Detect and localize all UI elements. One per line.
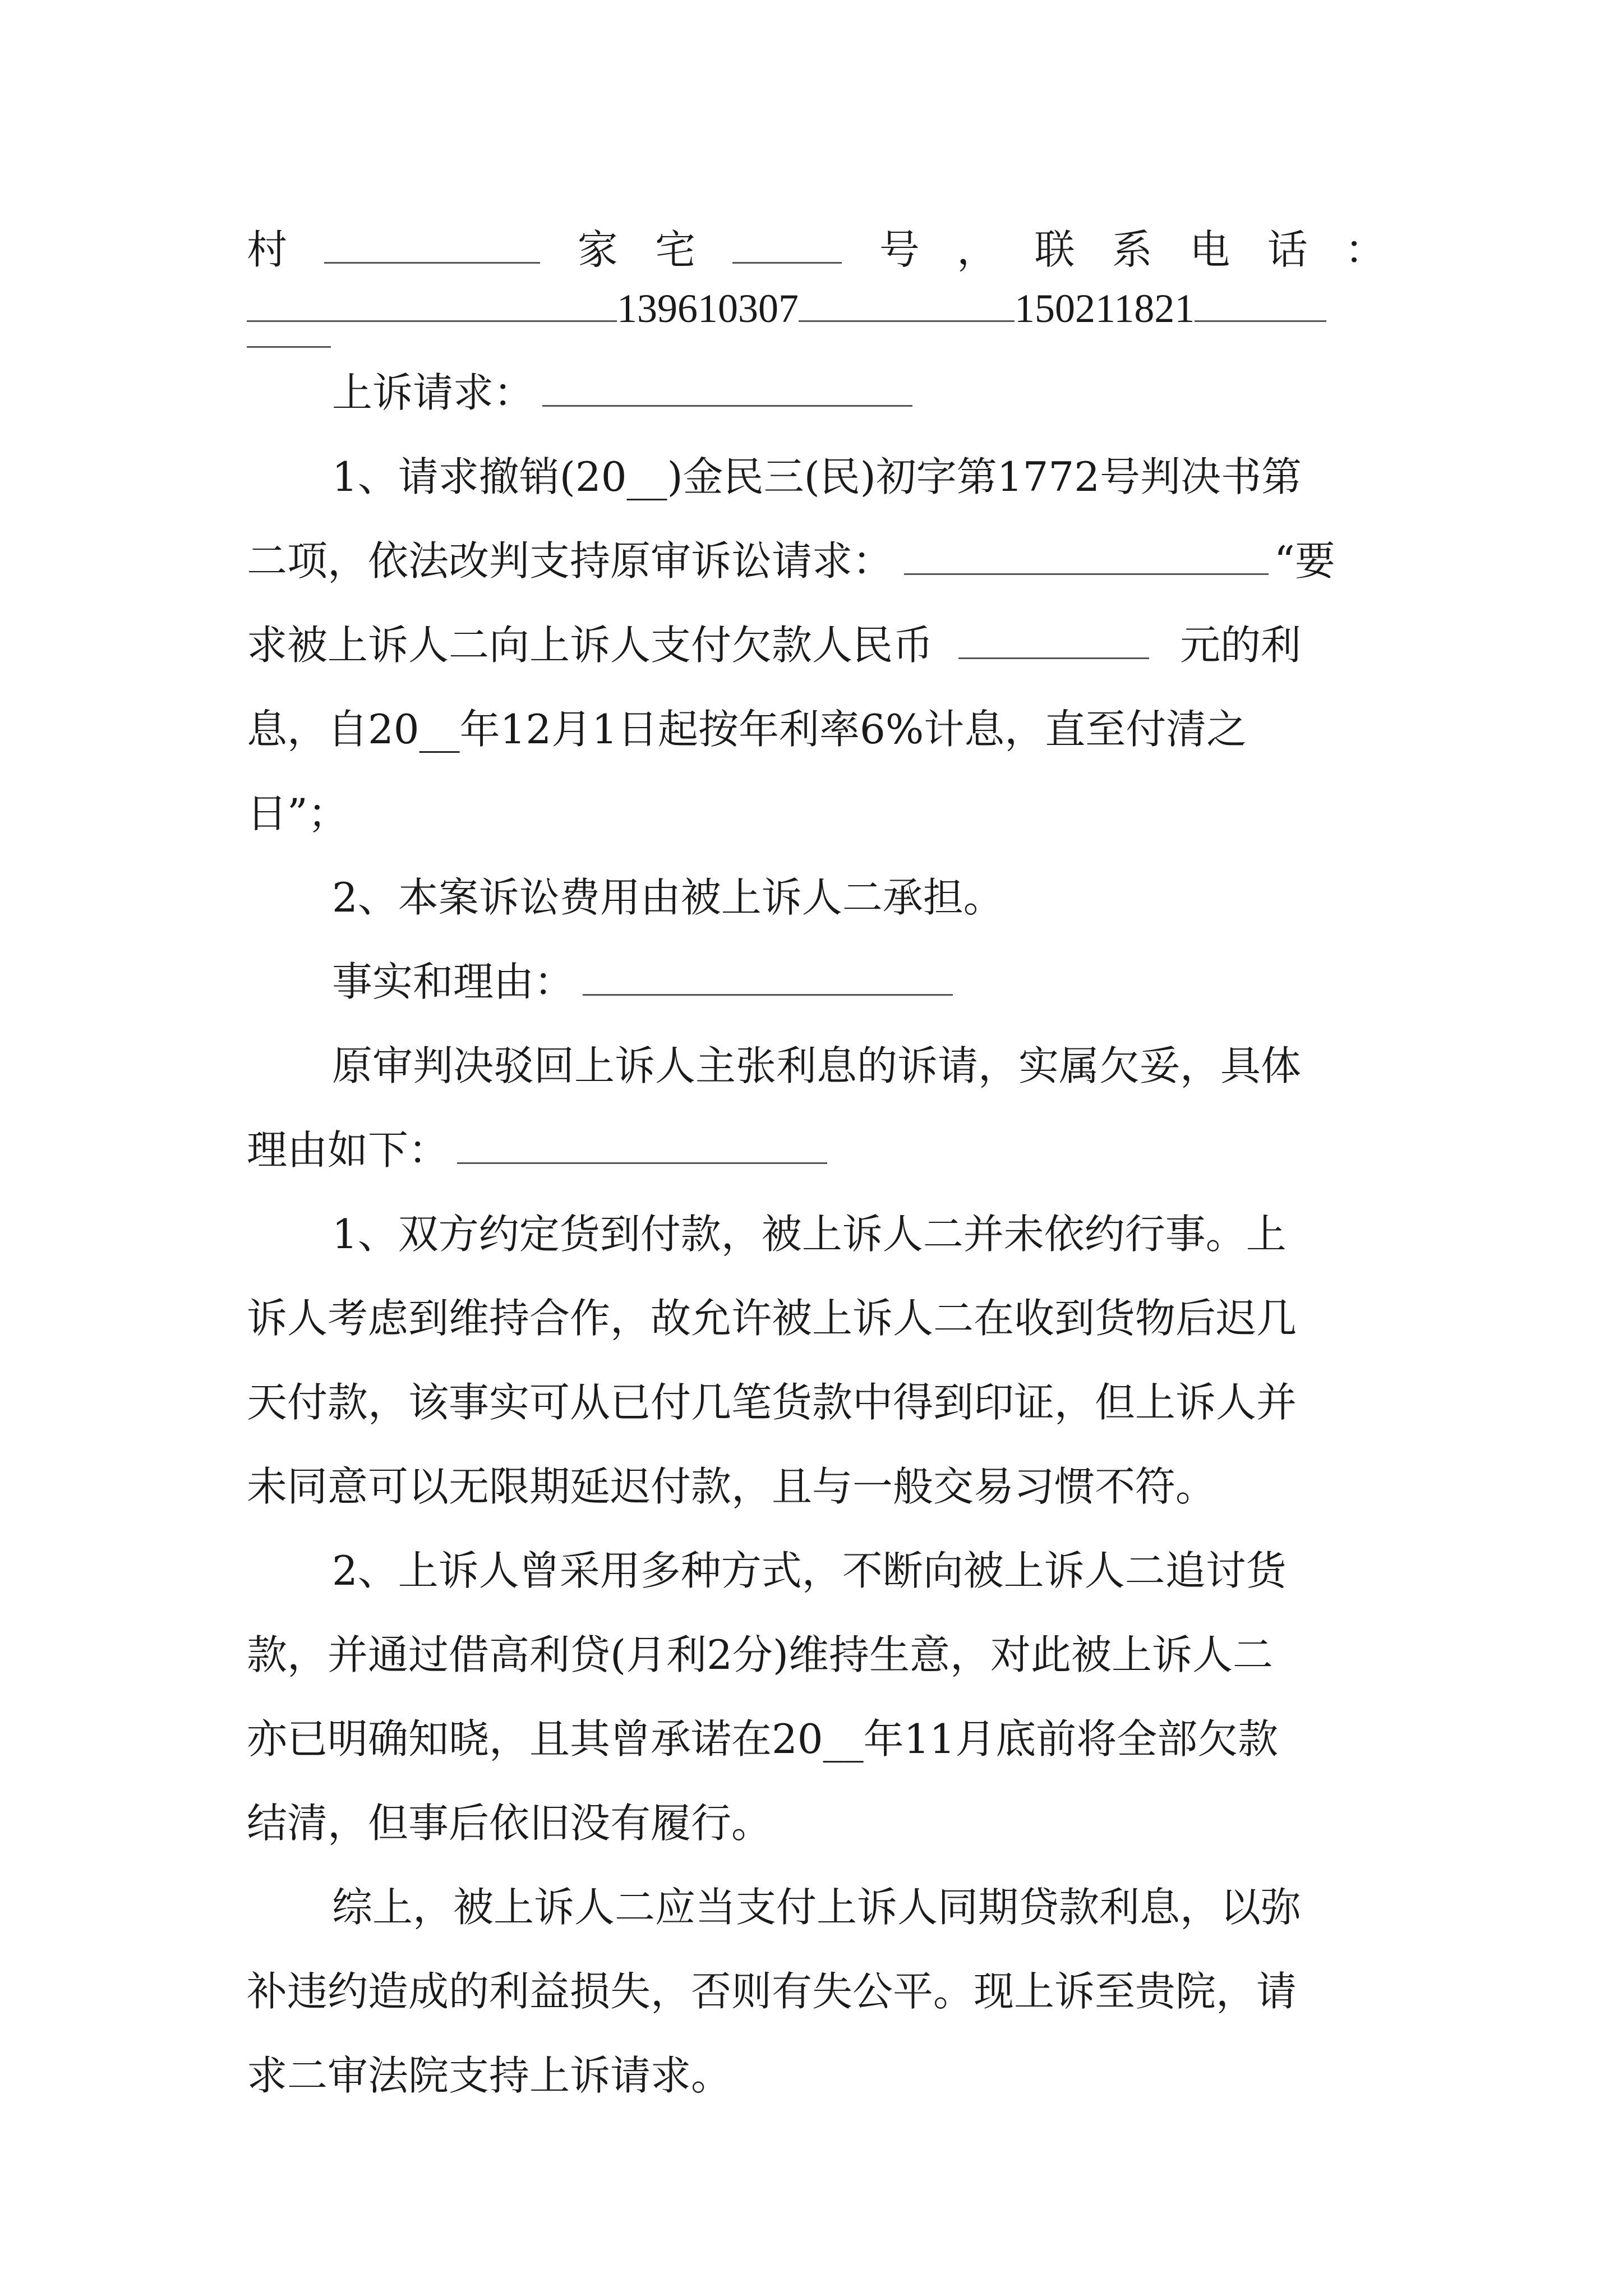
reason-2-line-3: 亦已明确知晓，且其曾承诺在20__年11月底前将全部欠款 (247, 1715, 1279, 1763)
comma-mark: ， (957, 226, 998, 273)
request-1-blank-a (904, 573, 1269, 575)
facts-heading (247, 940, 1385, 1024)
request-1-text-c: 求被上诉人二向上诉人支付欠款人民币 (247, 622, 934, 669)
reason-2-line-2: 款，并通过借高利贷(月利2分)维持生意，对此被上诉人二 (247, 1631, 1273, 1678)
conclusion-line-2: 补违约造成的利益损失，否则有失公平。现上诉至贵院，请 (247, 1968, 1297, 2015)
village-label: 村 (247, 226, 288, 273)
phone-blank-4 (247, 346, 331, 348)
reason-1-line-1: 1、双方约定货到付款，被上诉人二并未依约行事。上 (332, 1211, 1287, 1258)
facts-intro-line-2 (247, 1108, 1385, 1192)
phone-char-3: 电 (1189, 226, 1230, 273)
facts-blank (583, 993, 953, 996)
phone-char-1: 联 (1034, 226, 1075, 273)
home-char-1: 家 (577, 226, 618, 273)
number-label: 号 (879, 226, 920, 273)
request-1-line-1: 1、请求撤销(20__)金民三(民)初字第1772号判决书第 (332, 453, 1302, 500)
reason-2-line-4: 结清，但事后依旧没有履行。 (247, 1800, 772, 1847)
conclusion-line-1: 综上，被上诉人二应当支付上诉人同期贷款利息，以弥 (332, 1884, 1302, 1931)
request-1-text-d: 元的利 (1180, 622, 1302, 669)
facts-intro-blank (457, 1162, 827, 1164)
request-1-line-3 (247, 603, 1385, 687)
appeal-request-blank (542, 404, 912, 407)
phone-number-1: 139610307 (617, 286, 799, 331)
house-number-blank (732, 261, 842, 264)
reason-2-line-1: 2、上诉人曾采用多种方式，不断向被上诉人二追讨货 (332, 1547, 1287, 1594)
phone-char-4: 话 (1267, 226, 1308, 273)
document-page (247, 213, 1385, 2099)
appeal-request-label: 上诉请求： (332, 369, 534, 416)
appeal-request-heading (247, 351, 1385, 435)
request-1-line-5: 日”； (247, 790, 348, 837)
phone-char-2: 系 (1112, 226, 1152, 273)
reason-1-line-2: 诉人考虑到维持合作，故允许被上诉人二在收到货物后迟几 (247, 1295, 1297, 1342)
facts-label: 事实和理由： (332, 958, 575, 1005)
village-blank (324, 261, 540, 264)
facts-intro-line-1: 原审判决驳回上诉人主张利息的诉请，实属欠妥，具体 (332, 1042, 1302, 1089)
request-1-line-2 (247, 519, 1385, 603)
phone-continuation-line (247, 317, 1385, 351)
request-1-text-a: 二项，依法改判支持原审诉讼请求： (247, 537, 893, 585)
reason-1-line-4: 未同意可以无限期延迟付款，且与一般交易习惯不符。 (247, 1463, 1216, 1510)
phone-char-5: ： (1344, 226, 1385, 273)
conclusion-line-3: 求二审法院支持上诉请求。 (247, 2052, 732, 2099)
request-2: 2、本案诉讼费用由被上诉人二承担。 (332, 874, 1004, 921)
reason-1-line-3: 天付款，该事实可从已付几笔货款中得到印证，但上诉人并 (247, 1379, 1297, 1426)
request-1-line-4: 息，自20__年12月1日起按年利率6%计息，直至付清之 (247, 706, 1247, 753)
amount-blank (958, 657, 1149, 659)
phone-number-2: 150211821 (1015, 286, 1195, 331)
request-1-text-b: “要 (1274, 537, 1335, 585)
home-char-2: 宅 (655, 226, 696, 273)
facts-intro-text: 理由如下： (247, 1126, 449, 1174)
